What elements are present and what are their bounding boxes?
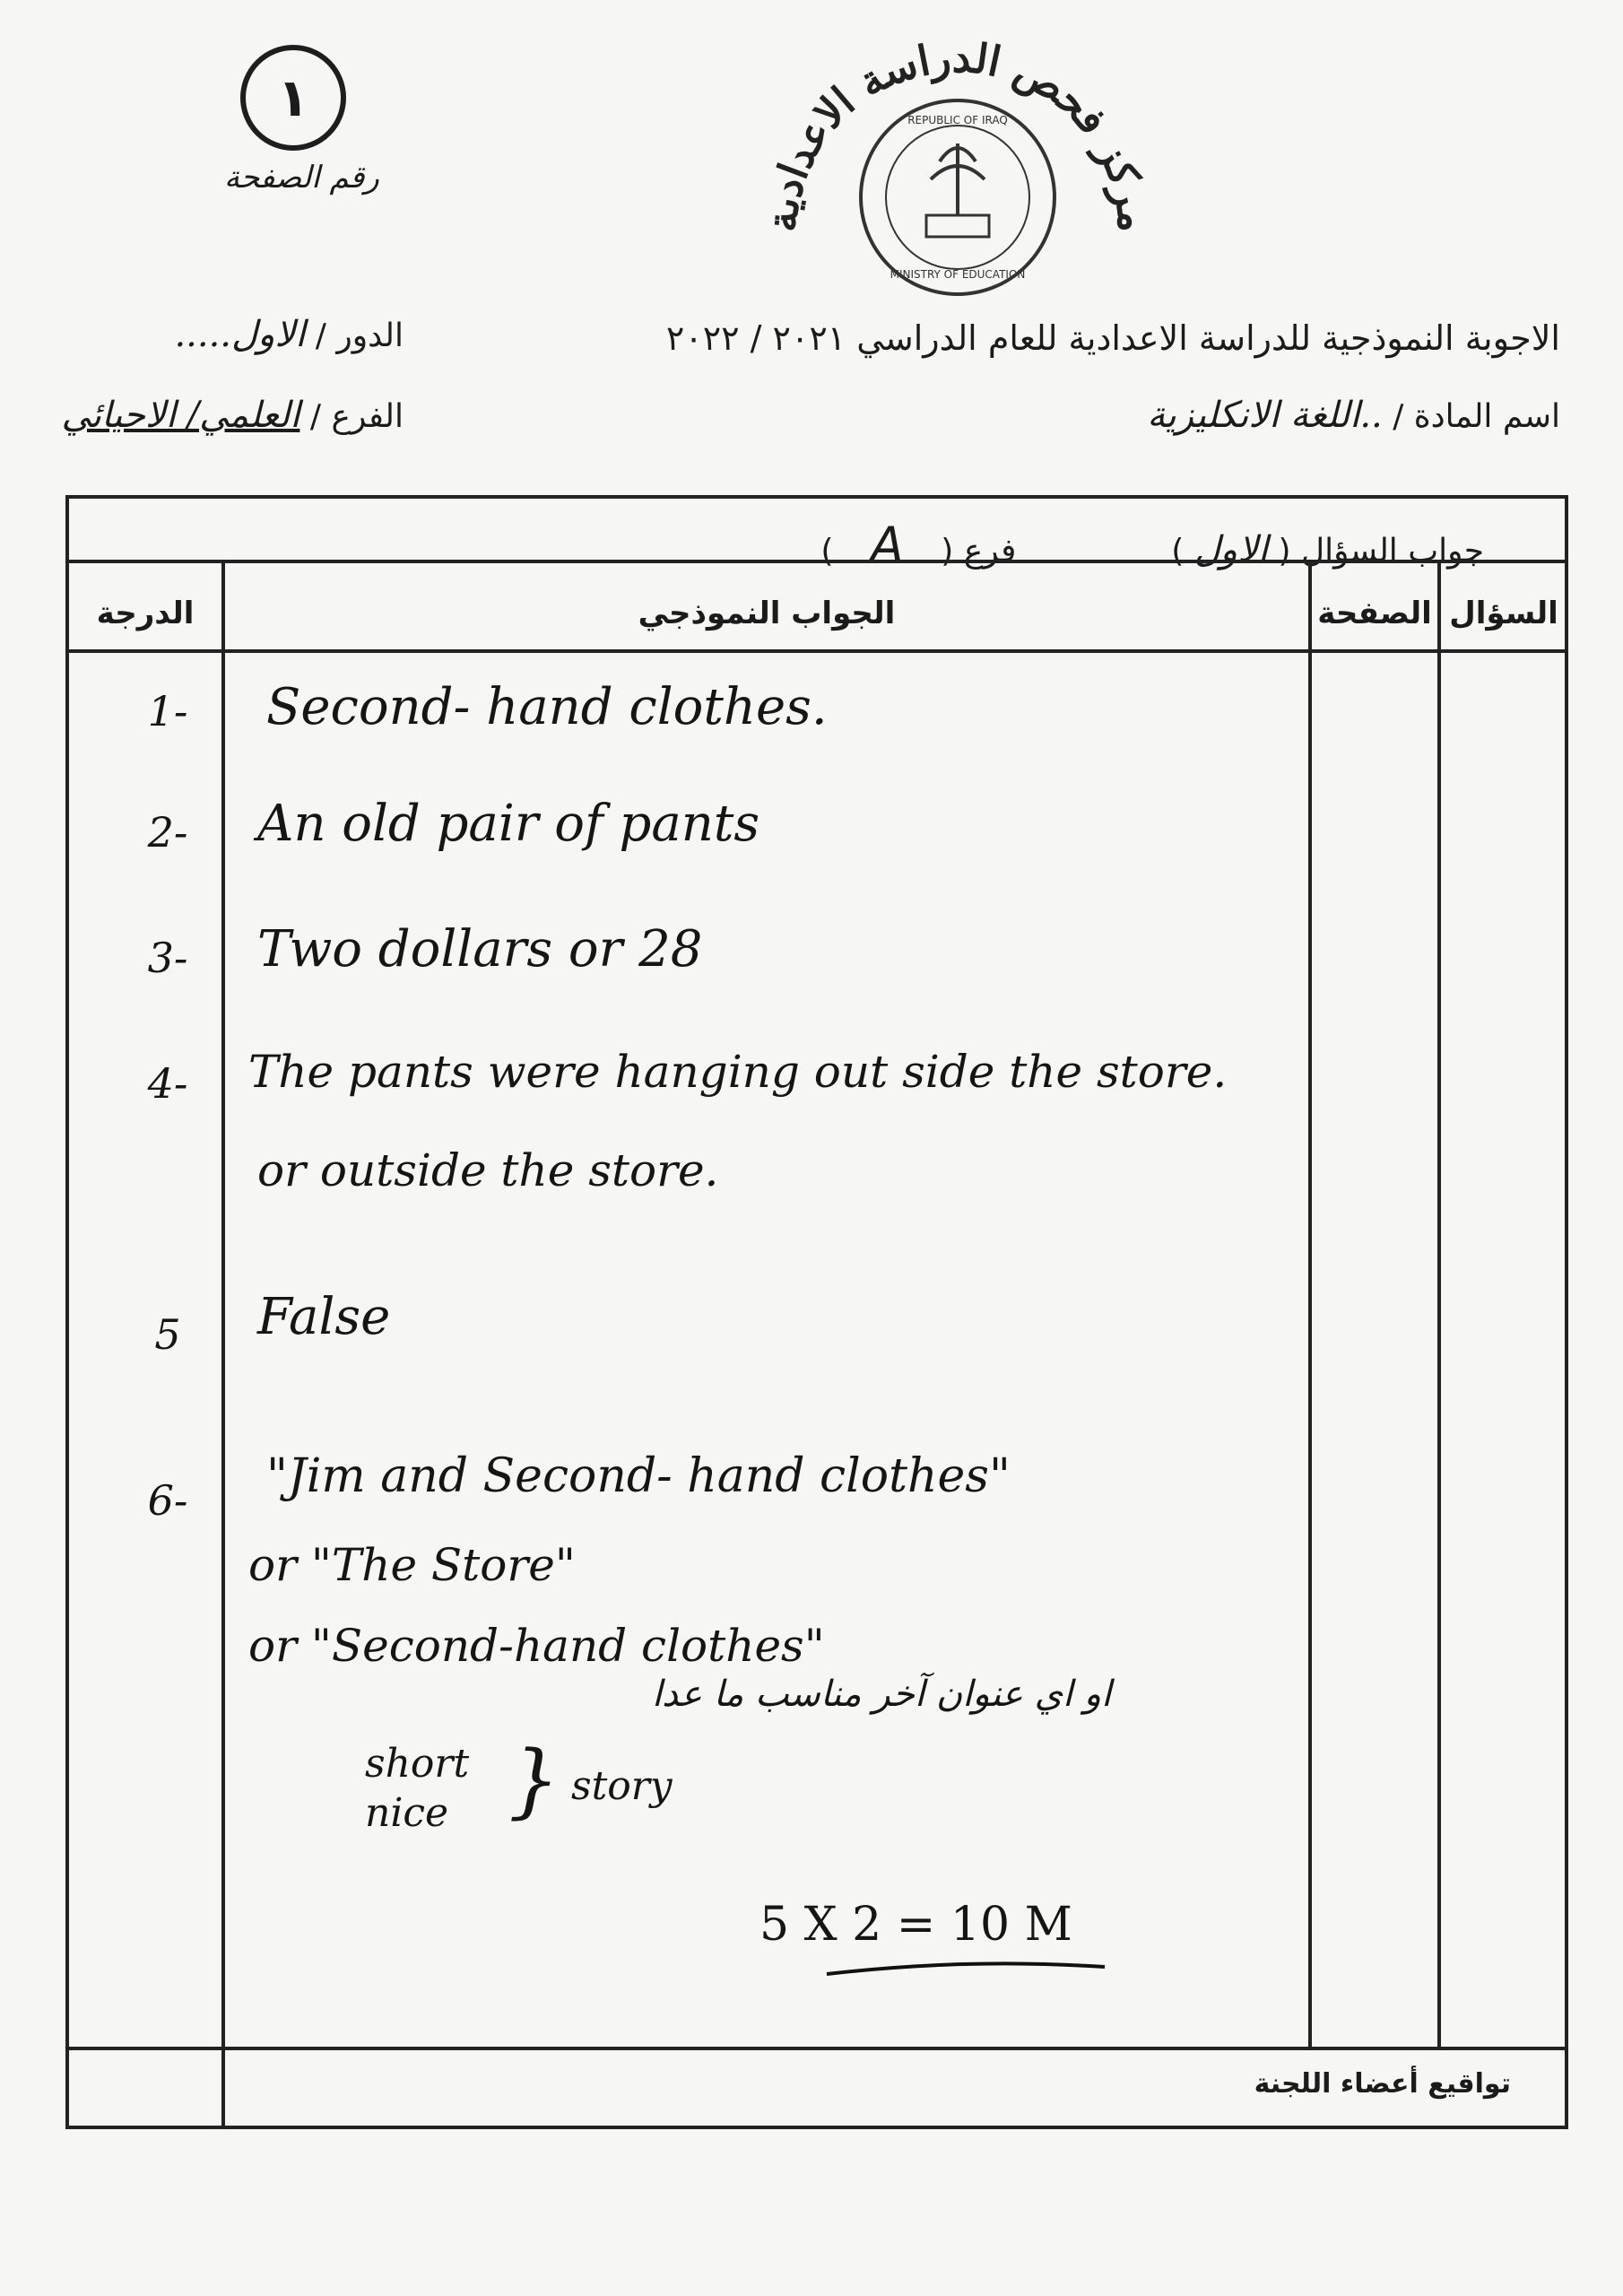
committee-signatures-label: تواقيع أعضاء اللجنة [1254, 2068, 1511, 2100]
ministry-seal [751, 9, 1164, 314]
round-line [135, 314, 404, 355]
close-paren-1: ) [1171, 533, 1185, 570]
answer-num-5: 5 [154, 1310, 181, 1359]
branch-label-table: فرع ( [941, 533, 1017, 570]
answer-6: "Jim and Second- hand clothes" [266, 1449, 1011, 1503]
seal-title: مركز فحص الدراسة الاعدادية [757, 32, 1159, 234]
excluded-short: short [365, 1741, 470, 1787]
answer-table [65, 495, 1568, 2129]
document-title: الاجوبة النموذجية للدراسة الاعدادية للعام الدراسي ٢٠٢١ / ٢٠٢٢ [665, 318, 1560, 358]
col-divider-3 [1437, 560, 1441, 2047]
excluded-story: story [571, 1763, 673, 1809]
col-grade: الدرجة [96, 596, 195, 631]
divider-header-2 [69, 649, 1565, 653]
answer-num-2: 2- [147, 808, 188, 857]
branch-label: الفرع / [309, 398, 404, 435]
curly-brace-icon: } [508, 1734, 560, 1828]
answer-3: Two dollars or 28 [257, 920, 703, 978]
arabic-note: او اي عنوان آخر مناسب ما عدا [652, 1674, 1112, 1715]
branch-letter: A [870, 517, 904, 573]
close-paren-2: ) [820, 533, 834, 570]
question-answer-label: جواب السؤال ( [1278, 533, 1484, 570]
answer-num-1: 1- [147, 687, 188, 735]
round-label: الدور / [315, 317, 404, 354]
col-divider-2 [1308, 560, 1312, 2047]
seal-inner-top: REPUBLIC OF IRAQ [907, 114, 1008, 126]
col-page: الصفحة [1317, 596, 1432, 631]
col-divider-1 [221, 560, 225, 2129]
subject-value: ..اللغة الانكليزية [1147, 395, 1383, 436]
round-value: الاول..... [174, 314, 306, 355]
subject-label: اسم المادة / [1393, 398, 1560, 435]
answer-6-alt-2: or "Second-hand clothes" [248, 1620, 825, 1672]
answer-4: The pants were hanging out side the store. [248, 1046, 1228, 1098]
col-model-answer: الجواب النموذجي [638, 596, 896, 631]
answer-6-alt-1: or "The Store" [248, 1539, 576, 1591]
subject-line [933, 395, 1560, 436]
page-number-circle [240, 45, 346, 151]
answer-num-3: 3- [147, 934, 188, 982]
question-answer-value: الاول [1193, 529, 1269, 570]
branch-line [61, 395, 404, 436]
branch-value: العلمي/ الاحيائي [61, 395, 300, 436]
answer-5: False [257, 1288, 391, 1346]
excluded-nice: nice [365, 1790, 449, 1836]
answer-2: An old pair of pants [257, 795, 760, 853]
answer-4-alt: or outside the store. [257, 1144, 719, 1196]
divider-header-1 [69, 560, 1565, 563]
col-question: السؤال [1449, 596, 1558, 631]
seal-inner-bottom: MINISTRY OF EDUCATION [890, 268, 1026, 281]
question-answer-row [85, 517, 1484, 573]
marks-underline [822, 1956, 1109, 1983]
answer-num-6: 6- [147, 1476, 188, 1525]
page-number-label: رقم الصفحة [224, 160, 379, 196]
divider-footer [69, 2047, 1565, 2050]
answer-num-4: 4- [147, 1059, 188, 1108]
page-number: ١ [277, 67, 309, 128]
answer-1: Second- hand clothes. [266, 678, 828, 736]
marks: 5 X 2 = 10 M [759, 1898, 1072, 1952]
